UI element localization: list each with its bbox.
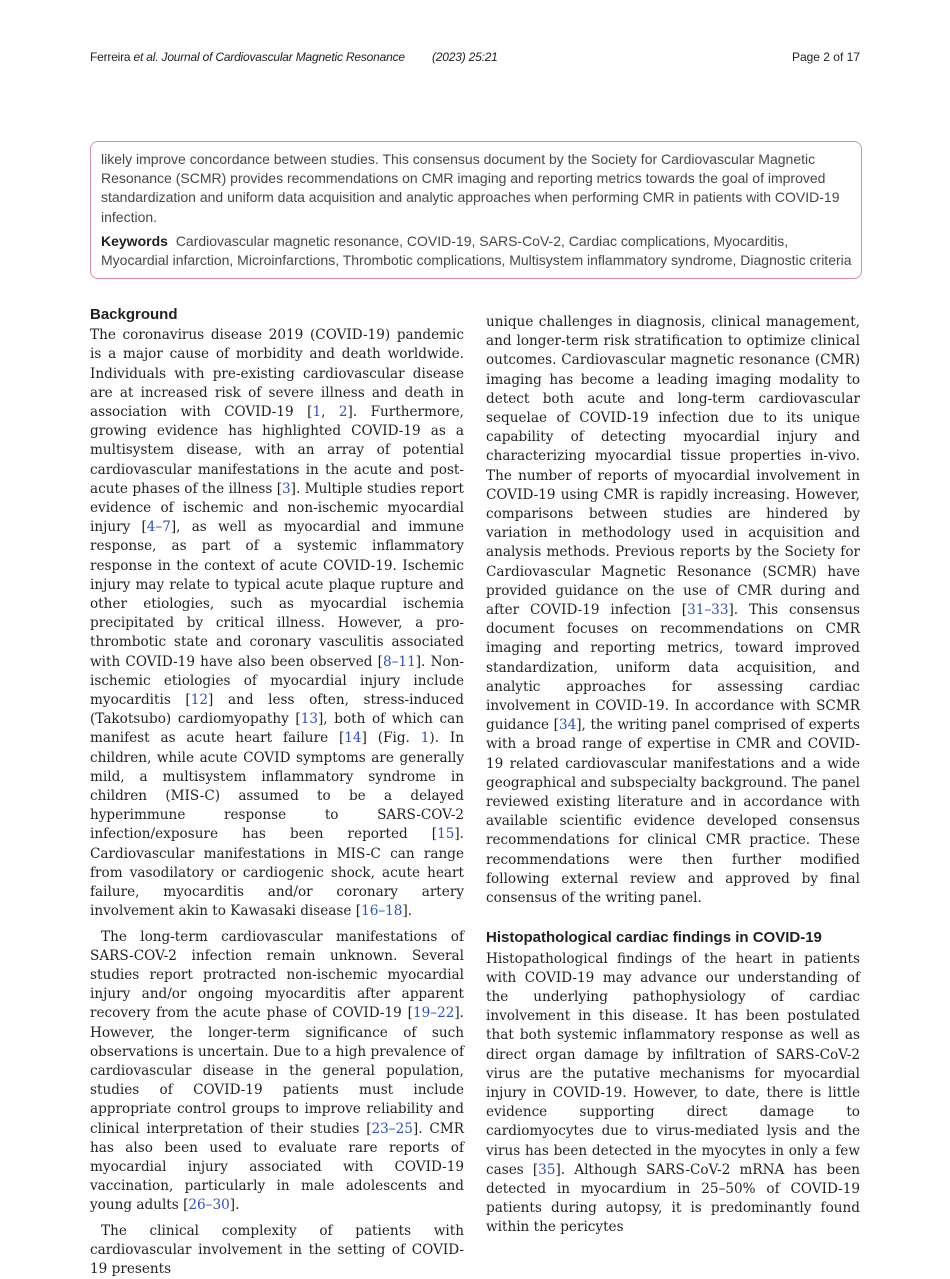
figure-link[interactable]: 1 [420, 730, 430, 747]
background-paragraph-1 [90, 326, 464, 921]
text: ] and less often, stress-induced (Takotsubo) cardiomyopathy [ [90, 692, 464, 728]
reference-link[interactable]: 35 [538, 1161, 556, 1178]
text: ]. Non-ischemic etiologies of myocardial injury include myocarditis [ [90, 653, 464, 709]
reference-link[interactable]: 4–7 [146, 519, 171, 536]
reference-link[interactable]: 23–25 [371, 1120, 413, 1137]
text: Histopathological findings of the heart in patients with COVID-19 may advance our understanding of the underlying pathophysiology of cardiac involvement in this disease. It has been postulated that both systemic inflammatory response as well as direct organ damage by infiltration of SARS-CoV-2 virus are the putative mechanisms for myocardial injury in COVID-19. However, to date, there is little evidence supporting direct damage to cardiomyocytes due to virus-mediated lysis and the virus has been detected in the myocytes in only a few cases [ [486, 950, 860, 1178]
reference-link[interactable]: 26–30 [188, 1197, 230, 1214]
text: unique challenges in diagnosis, clinical management, and longer-term risk stratification to optimize clinical outcomes. Cardiovascular magnetic resonance (CMR) imaging has become a leading imaging modality to detect both acute and long-term cardiovascular sequelae of COVID-19 infection due to its unique capability of detecting myocardial injury and characterizing myocardial tissue properties in-vivo. The number of reports of myocardial involvement in COVID-19 using CMR is rapidly increasing. However, comparisons between studies are hindered by variation in methodology used in acquisition and analysis methods. Previous reports by the Society for Cardiovascular Magnetic Resonance (SCMR) have provided guidance on the use of CMR during and after COVID-19 infection [ [486, 314, 860, 619]
background-paragraph-2 [90, 928, 464, 1216]
citation-authors: Ferreira [90, 50, 131, 64]
page-number: Page 2 of 17 [791, 50, 860, 64]
reference-link[interactable]: 3 [282, 480, 291, 497]
citation-etal: et al. [133, 50, 159, 64]
reference-link[interactable]: 13 [300, 711, 318, 728]
text: ], the writing panel comprised of experts with a broad range of expertise in CMR and COVID-19 related cardiovascular manifestations and a wide geographical and subspecialty background. The panel reviewed existing literature and in accordance with available scientific evidence developed consensus recommendations for clinical CMR practice. These recommendations were then further modified following external review and approved by final consensus of the writing panel. [486, 717, 860, 907]
keywords-label: Keywords [101, 232, 168, 249]
reference-link[interactable]: 19–22 [412, 1005, 455, 1022]
abstract-text: likely improve concordance between studies. This consensus document by the Society for Cardiovascular Magnetic Resonance (SCMR) provides recommendations on CMR imaging and reporting metrics towards the goal of improved standardization and uniform data acquisition and analytic approaches when performing CMR in patients with COVID-19 infection. [101, 151, 840, 225]
background-paragraph-3-start: The clinical complexity of patients with cardiovascular involvement in the setting of COVID-19 presents [90, 1222, 464, 1277]
text: ]. Multiple studies report evidence of ischemic and non-ischemic myocardial injury [ [90, 480, 464, 536]
text: ]. CMR has also been used to evaluate rare reports of myocardial injury associated with COVID-19 vaccination, particularly in male adolescents and young adults [ [90, 1120, 464, 1214]
text: The coronavirus disease 2019 (COVID-19) pandemic is a major cause of morbidity and death worldwide. Individuals with pre-existing cardiovascular disease are at increased risk of severe illness and death in association with COVID-19 [ [90, 327, 464, 421]
text: ] (Fig. [361, 730, 421, 747]
keywords-list: Cardiovascular magnetic resonance, COVID-19, SARS-CoV-2, Cardiac complications, Myocarditis, Myocardial infarction, Microinfarctions, Thrombotic complications, Multisystem inflammatory syndrome, Diagnostic criteria [101, 232, 852, 269]
text: ). In children, while acute COVID symptoms are generally mild, a multisystem inflammatory syndrome in children (MIS-C) assumed to be a delayed hyperimmune response to SARS-COV-2 infection/exposure has been reported [ [90, 730, 464, 843]
running-header-citation [90, 50, 498, 64]
background-paragraph-3-continued [486, 313, 860, 908]
text: ]. This consensus document focuses on recommendations on CMR imaging and reporting metrics, toward improved standardization, uniform data acquisition, and analytic approaches for assessing cardiac involvement in COVID-19. In accordance with SCMR guidance [ [486, 602, 860, 734]
text: ]. Cardiovascular manifestations in MIS-C can range from vasodilatory or cardiogenic shock, acute heart failure, myocarditis and/or coronary artery involvement akin to Kawasaki disease [ [90, 826, 464, 920]
section-title-histopathology: Histopathological cardiac findings in COVID-19 [486, 929, 822, 947]
text: ], as well as myocardial and immune response, as part of a systemic inflammatory response in the context of acute COVID-19. Ischemic injury may relate to typical acute plaque rupture and other etiologies, such as myocardial ischemia precipitated by critical illness. However, a pro-thrombotic state and coronary vasculitis associated with COVID-19 have also been observed [ [90, 519, 464, 670]
text: ], both of which can manifest as acute heart failure [ [90, 711, 465, 747]
section-title-background: Background [90, 306, 178, 323]
left-column [90, 305, 464, 1279]
text: ]. [229, 1197, 240, 1214]
citation-journal: Journal of Cardiovascular Magnetic Resonance [161, 50, 405, 64]
abstract-box [90, 141, 862, 279]
text: , [321, 404, 339, 421]
reference-link[interactable]: 2 [338, 404, 348, 421]
text: The long-term cardiovascular manifestations of SARS-COV-2 infection remain unknown. Several studies report protracted non-ischemic myocardial injury and/or ongoing myocarditis after apparent recovery from the acute phase of COVID-19 [ [90, 928, 464, 1022]
keywords [101, 232, 853, 270]
reference-link[interactable]: 8–11 [382, 653, 416, 670]
reference-link[interactable]: 31–33 [687, 602, 729, 619]
reference-link[interactable]: 12 [190, 692, 209, 709]
text: ]. Furthermore, growing evidence has highlighted COVID-19 as a multisystem disease, with an array of potential cardiovascular manifestations in the acute and post-acute phases of the illness [ [90, 404, 464, 497]
reference-link[interactable]: 34 [558, 717, 577, 734]
text: ]. Although SARS-CoV-2 mRNA has been detected in myocardium in 25–50% of COVID-19 patients during autopsy, it is predominantly found within the pericytes [486, 1161, 860, 1236]
reference-link[interactable]: 15 [437, 826, 455, 843]
text: ]. [402, 903, 413, 920]
text: ]. However, the longer-term significance of such observations is uncertain. Due to a high prevalence of cardiovascular disease in the general population, studies of COVID-19 patients must include appropriate control groups to improve reliability and clinical interpretation of their studies [ [90, 1005, 464, 1137]
reference-link[interactable]: 14 [344, 730, 362, 747]
histopathology-paragraph-1 [486, 950, 860, 1238]
reference-link[interactable]: 16–18 [361, 903, 403, 920]
reference-link[interactable]: 1 [312, 404, 322, 421]
citation-year: (2023) 25:21 [432, 50, 498, 64]
right-column [486, 313, 860, 1238]
